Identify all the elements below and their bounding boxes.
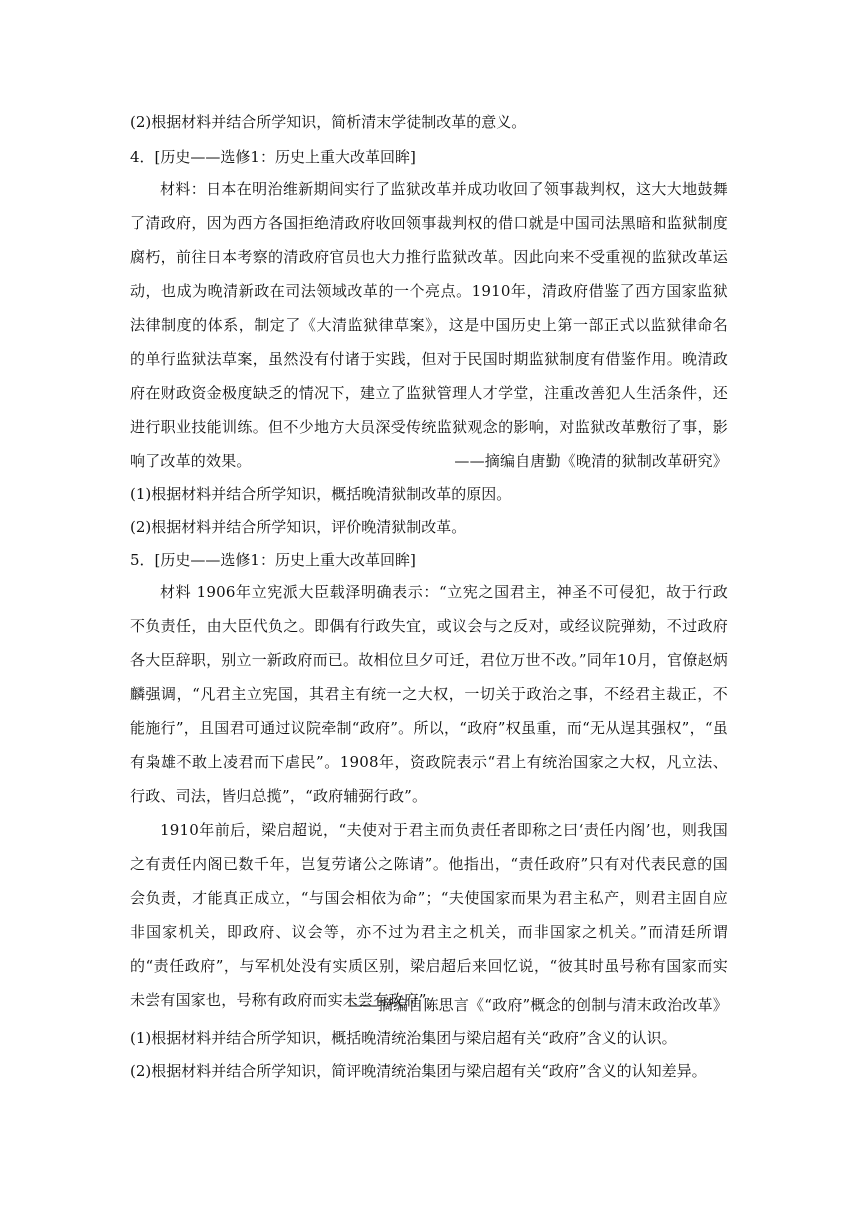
q4-material: 材料：日本在明治维新期间实行了监狱改革并成功收回了领事裁判权，这大大地鼓舞了清政府，因为西方各国拒绝清政府收回领事裁判权的借口就是中国司法黑暗和监狱制度腐朽，前往日本考察的清政府官员也大力推行监狱改革。因此向来不受重视的监狱改革运动，也成为晚清新政在司法领域改革的一个亮点。1910年，清政府借鉴了西方国家监狱法律制度的体系，制定了《大清监狱律草案》，这是中国历史上第一部正式以监狱律命名的单行监狱法草案，虽然没有付诸于实践，但对于民国时期监狱制度有借鉴作用。晚清政府在财政资金极度缺乏的情况下，建立了监狱管理人才学堂，注重改善犯人生活条件，还进行职业技能训练。但不少地方大员深受传统监狱观念的影响，对监狱改革敷衍了事，影响了改革的效果。 xyxy=(130,180,728,470)
q4-heading: 4．[历史——选修1：历史上重大改革回眸] xyxy=(130,148,416,166)
q5-heading: 5．[历史——选修1：历史上重大改革回眸] xyxy=(130,551,416,569)
q4-source: ——摘编自唐勤《晚清的狱制改革研究》 xyxy=(454,452,728,470)
q5-material-para-2: 1910年前后，梁启超说，“夫使对于君主而负责任者即称之曰‘责任内阁’也，则我国之有责任内阁已数千年，岂复劳诸公之陈请”。他指出，“责任政府”只有对代表民意的国会负责，才能真正成立，“与国会相依为命”；“夫使国家而果为君主私产，则君主固自应非国家机关，即政府、议会等，亦不过为君主之机关，而非国家之机关。”而清廷所谓的“责任政府”，与军机处没有实质区别，梁启超后来回忆说，“彼其时虽号称有国家而实未尝有国家也，号称有政府而实未尝有政府”。 xyxy=(130,821,728,1009)
q5-subquestion-1: (1)根据材料并结合所学知识，概括晚清统治集团与梁启超有关“政府”含义的认识。 xyxy=(130,1029,677,1047)
q4-subquestion-2: (2)根据材料并结合所学知识，评价晚清狱制改革。 xyxy=(130,518,467,536)
q3-subquestion-2: (2)根据材料并结合所学知识，简析清末学徒制改革的意义。 xyxy=(130,113,527,131)
q5-subquestion-2: (2)根据材料并结合所学知识，简评晚清统治集团与梁启超有关“政府”含义的认知差异。 xyxy=(130,1062,707,1080)
q5-material-para-1: 材料 1906年立宪派大臣载泽明确表示：“立宪之国君主，神圣不可侵犯，故于行政不负责任，由大臣代负之。即偶有行政失宜，或议会与之反对，或经议院弹劾，不过政府各大臣辞职，别立一新政府而已。故相位旦夕可迁，君位万世不改。”同年10月，官僚赵炳麟强调，“凡君主立宪国，其君主有统一之大权，一切关于政治之事，不经君主裁正，不能施行”，且国君可通过议院牵制“政府”。所以，“政府”权虽重，而“无从逞其强权”，“虽有枭雄不敢上凌君而下虐民”。1908年，资政院表示“君上有统治国家之大权，凡立法、行政、司法，皆归总揽”，“政府辅弼行政”。 xyxy=(130,583,728,805)
q5-source: ——摘编自陈思言《“政府”概念的创制与清末政治改革》 xyxy=(347,996,728,1014)
q4-subquestion-1: (1)根据材料并结合所学知识，概括晚清狱制改革的原因。 xyxy=(130,485,512,503)
